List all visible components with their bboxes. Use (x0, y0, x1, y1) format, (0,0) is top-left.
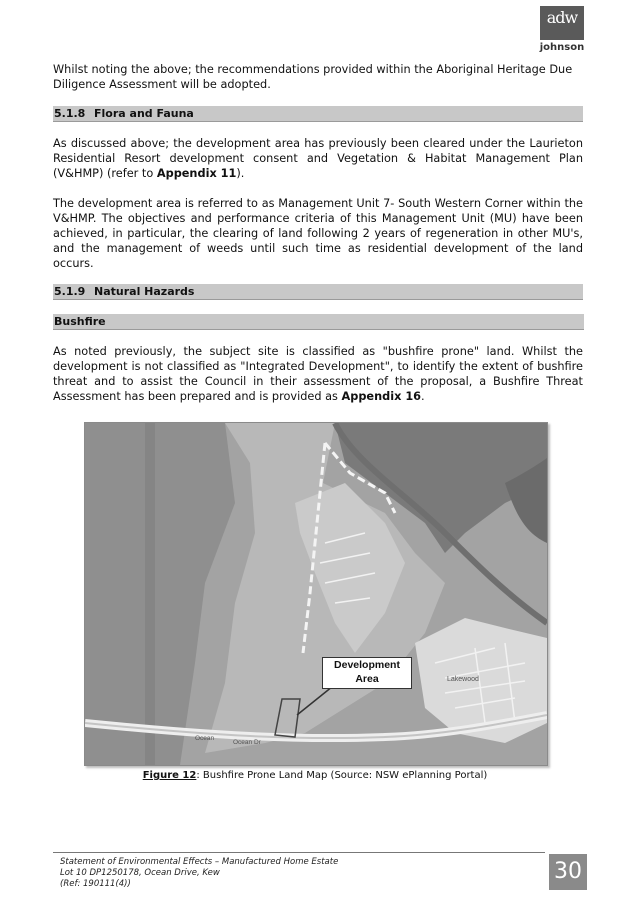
flora-paragraph-1 (53, 136, 583, 181)
flora-p1-end: ). (236, 167, 245, 180)
adw-johnson-logo (540, 6, 584, 56)
callout-line-2: Area (355, 673, 379, 685)
footer-line-1: Statement of Environmental Effects – Manufactured Home Estate (60, 857, 339, 867)
map-place-label: Lakewood (447, 676, 479, 683)
bushfire-p1-end: . (421, 390, 425, 403)
callout-line-1: Development (334, 659, 400, 671)
bushfire-prone-land-map (84, 422, 548, 766)
footer-line-2: Lot 10 DP1250178, Ocean Drive, Kew (60, 868, 220, 878)
map-graphic (85, 423, 547, 765)
figure-text: : Bushfire Prone Land Map (Source: NSW ePlanning Portal) (196, 770, 488, 781)
figure-label: Figure 12 (142, 770, 197, 781)
footer-line-3: (Ref: 190111(4)) (60, 879, 131, 889)
map-road-label-1: Ocean (195, 735, 215, 742)
footer-divider (53, 852, 545, 853)
page-number: 30 (549, 854, 587, 890)
map-road-label-2: Ocean Dr (233, 739, 261, 746)
bushfire-paragraph (53, 344, 583, 404)
section-number: 5.1.8 (54, 107, 86, 120)
development-area-callout (322, 657, 412, 689)
section-title: Flora and Fauna (94, 107, 194, 120)
logo-name: johnson (539, 42, 585, 53)
intro-paragraph: Whilst noting the above; the recommendations provided within the Aboriginal Heritage Due Diligence Assessment will be adopted. (53, 63, 573, 91)
flora-p1-text: As discussed above; the development area has previously been cleared under the Laurieton Residential Resort development consent and Vegetation & Habitat Management Plan (V&HMP) (refer to (53, 137, 583, 180)
footer (60, 857, 338, 890)
section-title: Natural Hazards (94, 285, 195, 298)
bushfire-p1-text: As noted previously, the subject site is classified as "bushfire prone" land. Whilst the development is not classified as "Integrated Development", to identify the extent of bushfire threat and to assist the Council in their assessment of the proposal, a Bushfire Threat Assessment has been prepared and is provided as (53, 345, 583, 403)
section-heading-natural-hazards (53, 284, 583, 300)
appendix-11-ref: Appendix 11 (156, 167, 237, 180)
figure-caption (84, 770, 546, 781)
appendix-16-ref: Appendix 16 (341, 390, 422, 403)
flora-paragraph-2: The development area is referred to as Management Unit 7- South Western Corner within the V&HMP. The objectives and performance criteria of this Management Unit (MU) have been achieved, in particular, the clearing of land following 2 years of regeneration in other MU's, and the management of weeds until such time as residential development of the land occurs. (53, 197, 583, 270)
logo-mark: adw (546, 8, 578, 27)
section-heading-flora-fauna (53, 106, 583, 122)
section-number: 5.1.9 (54, 285, 86, 298)
subheading-bushfire: Bushfire (53, 314, 584, 330)
